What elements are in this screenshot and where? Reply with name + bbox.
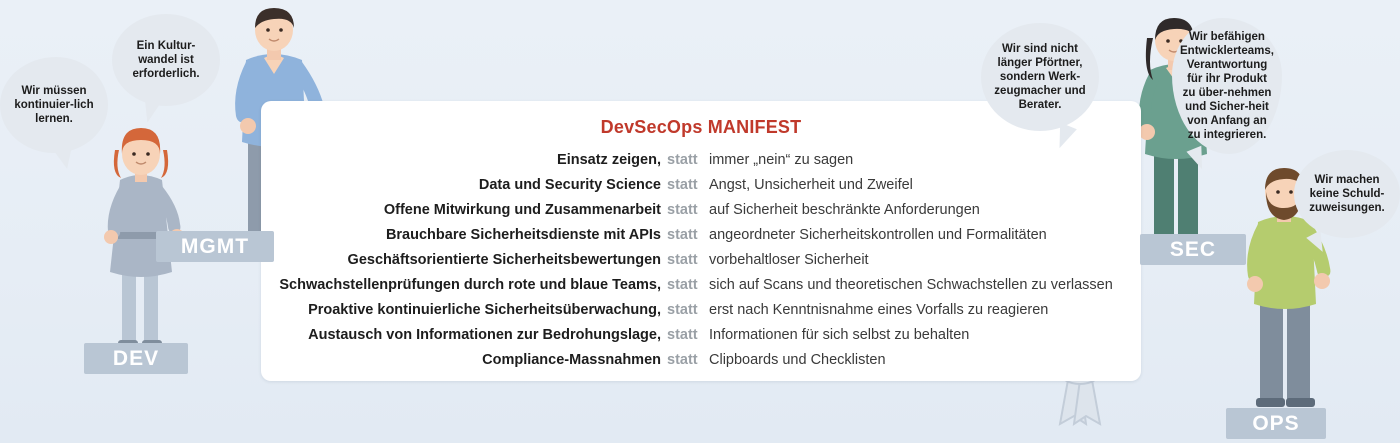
manifest-row-antivalue: immer „nein“ zu sagen <box>709 152 854 168</box>
manifest-row <box>261 273 1141 298</box>
manifest-row <box>261 248 1141 273</box>
manifest-row <box>261 198 1141 223</box>
role-plate-dev: DEV <box>84 343 188 374</box>
manifest-row-antivalue: angeordneter Sicherheitskontrollen und Formalitäten <box>709 227 1047 243</box>
manifest-row-value: Schwachstellenprüfungen durch rote und blaue Teams, <box>279 277 661 293</box>
manifest-card <box>261 101 1141 381</box>
speech-bubble-mgmt <box>112 14 220 106</box>
manifest-row-antivalue: Angst, Unsicherheit und Zweifel <box>709 177 913 193</box>
manifest-row-antivalue: auf Sicherheit beschränkte Anforderungen <box>709 202 980 218</box>
role-plate-sec: SEC <box>1140 234 1246 265</box>
manifest-row-value: Compliance-Massnahmen <box>482 352 661 368</box>
manifest-row-antivalue: vorbehaltloser Sicherheit <box>709 252 869 268</box>
speech-bubble-sec-right-text: Wir befähigen Entwicklerteams, Verantwortung für ihr Produkt zu über-nehmen und Sicher-heit von Anfang an zu integrieren. <box>1180 31 1274 141</box>
manifest-row-value: Einsatz zeigen, <box>557 152 661 168</box>
manifest-row-value: Austausch von Informationen zur Bedrohungslage, <box>308 327 661 343</box>
speech-bubble-ops <box>1294 150 1400 238</box>
manifest-row-value: Data und Security Science <box>478 177 661 193</box>
speech-bubble-sec-right <box>1172 18 1282 154</box>
manifest-row <box>261 148 1141 173</box>
speech-bubble-sec-left-text: Wir sind nicht länger Pförtner, sondern Werk-zeugmacher und Berater. <box>994 43 1086 111</box>
role-plate-ops: OPS <box>1226 408 1326 439</box>
speech-bubble-sec-left <box>981 23 1099 131</box>
manifest-row-separator: statt <box>667 152 698 168</box>
manifest-row-separator: statt <box>667 177 698 193</box>
manifest-row-list <box>261 148 1141 373</box>
speech-bubble-mgmt-text: Ein Kultur-wandel ist erforderlich. <box>132 40 200 80</box>
manifest-row-separator: statt <box>667 202 698 218</box>
speech-bubble-dev-text: Wir müssen kontinuier-lich lernen. <box>14 85 94 125</box>
page-title: DevSecOps MANIFEST <box>600 117 802 137</box>
manifest-row-antivalue: Clipboards und Checklisten <box>709 352 886 368</box>
manifest-row-separator: statt <box>667 352 698 368</box>
manifest-row-antivalue: erst nach Kenntnisnahme eines Vorfalls zu reagieren <box>709 302 1049 318</box>
manifest-row-value: Geschäftsorientierte Sicherheitsbewertungen <box>347 252 661 268</box>
manifest-row-separator: statt <box>667 252 698 268</box>
manifest-row-separator: statt <box>667 277 698 293</box>
manifest-row-value: Proaktive kontinuierliche Sicherheitsüberwachung, <box>308 302 661 318</box>
role-plate-mgmt: MGMT <box>156 231 274 262</box>
manifest-row-value: Brauchbare Sicherheitsdienste mit APIs <box>385 227 661 243</box>
manifest-row-separator: statt <box>667 302 698 318</box>
manifest-row-antivalue: sich auf Scans und theoretischen Schwachstellen zu verlassen <box>709 277 1113 293</box>
manifest-row <box>261 223 1141 248</box>
manifest-row <box>261 348 1141 373</box>
manifest-row <box>261 323 1141 348</box>
manifest-row-value: Offene Mitwirkung und Zusammenarbeit <box>383 202 661 218</box>
speech-bubble-dev <box>0 57 108 153</box>
manifest-row-separator: statt <box>667 327 698 343</box>
manifest-row-separator: statt <box>667 227 698 243</box>
manifest-row <box>261 298 1141 323</box>
manifest-row <box>261 173 1141 198</box>
speech-bubble-ops-text: Wir machen keine Schuld-zuweisungen. <box>1309 174 1385 214</box>
manifest-row-antivalue: Informationen für sich selbst zu behalten <box>709 327 970 343</box>
